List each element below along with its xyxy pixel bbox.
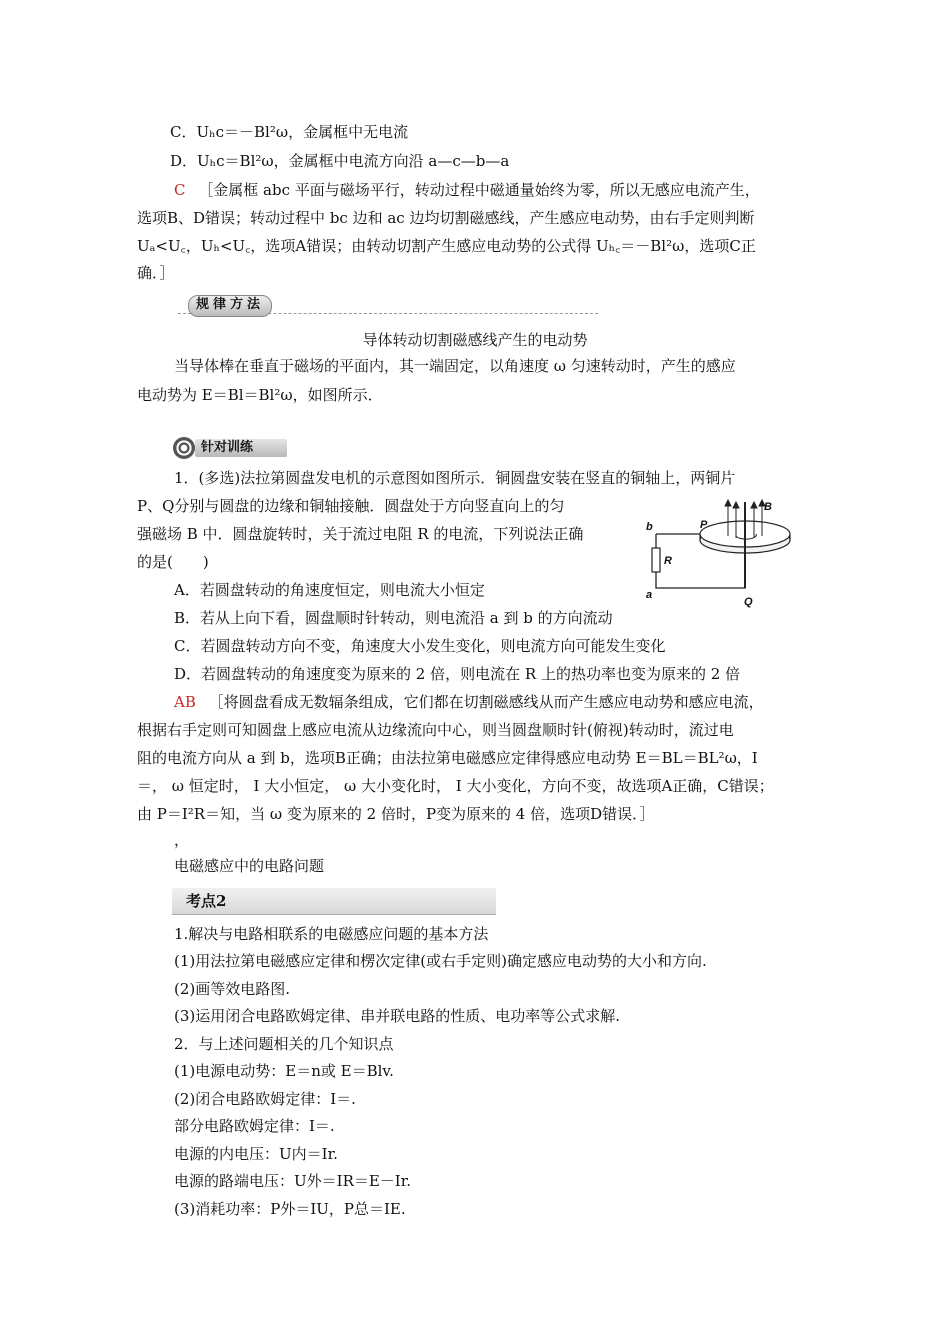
section2-heading-2: 2．与上述问题相关的几个知识点 <box>174 1035 394 1053</box>
practice-banner <box>173 437 293 459</box>
knowledge-5: 电源的路端电压：U外＝IR＝E－Ir. <box>174 1172 412 1190</box>
label-r: R <box>664 555 672 567</box>
method-paragraph-2: 电动势为 E＝Bl＝Bl²ω，如图所示． <box>137 386 383 404</box>
answer-letter: C <box>174 181 186 199</box>
knowledge-1: (1)电源电动势：E＝n或 E＝Blv. <box>174 1062 394 1080</box>
explanation2-line-3: 阻的电流方向从 a 到 b，选项B正确；由法拉第电磁感应定律得感应电动势 E＝BL＝BL²ω，I <box>137 749 758 767</box>
option-c2: C．若圆盘转动方向不变，角速度大小发生变化，则电流方向可能发生变化 <box>174 637 666 655</box>
question-1-line-3: 强磁场 B 中．圆盘旋转时，关于流过电阻 R 的电流，下列说法正确 <box>137 525 584 543</box>
option-c: C．Uₕᴄ＝－Bl²ω，金属框中无电流 <box>170 123 409 141</box>
explanation2-line-2: 根据右手定则可知圆盘上感应电流从边缘流向中心，则当圆盘顺时针(俯视)转动时，流过电 <box>137 721 734 739</box>
section2-badge: 考点2 <box>186 892 227 910</box>
option-b: B．若从上向下看，圆盘顺时针转动，则电流沿 a 到 b 的方向流动 <box>174 609 613 627</box>
stray-comma: ， <box>174 831 190 849</box>
faraday-disk-figure <box>640 492 810 612</box>
knowledge-6: (3)消耗功率：P外＝IU，P总＝IE. <box>174 1200 406 1218</box>
method-title: 导体转动切割磁感线产生的电动势 <box>362 331 588 349</box>
explanation2-text: ［将圆盘看成无数辐条组成，它们都在切割磁感线从而产生感应电动势和感应电流， <box>208 693 764 711</box>
explanation2-line-5: 由 P＝I²R＝知，当 ω 变为原来的 2 倍时，P变为原来的 4 倍，选项D错误．］ <box>137 805 655 823</box>
option-d: D．Uₕᴄ＝Bl²ω，金属框中电流方向沿 a—c—b—a <box>170 152 510 170</box>
explanation2-line-4: ＝， ω 恒定时， I 大小恒定， ω 大小变化时， I 大小变化，方向不变，故选项A正确，C错误； <box>137 777 774 795</box>
explanation-line-3: Uₐ<U꜀，Uₕ<U꜀，选项A错误；由转动切割产生感应电动势的公式得 Uₕ꜀＝－Bl²ω，选项C正 <box>137 237 756 255</box>
method-badge: 规律方法 <box>196 297 265 312</box>
label-p: P <box>700 519 708 531</box>
section2-step-2: (2)画等效电路图. <box>174 980 291 998</box>
option-a: A．若圆盘转动的角速度恒定，则电流大小恒定 <box>174 581 485 599</box>
section2-heading-1: 1.解决与电路相联系的电磁感应问题的基本方法 <box>174 925 489 943</box>
explanation-text: ［金属框 abc 平面与磁场平行，转动过程中磁通量始终为零，所以无感应电流产生， <box>198 181 760 199</box>
label-b: b <box>646 521 653 533</box>
section2-header-bar <box>172 888 496 915</box>
resistor <box>652 548 660 572</box>
explanation2-line-1 <box>174 692 764 712</box>
knowledge-3: 部分电路欧姆定律：I＝. <box>174 1117 335 1135</box>
section2-step-1: (1)用法拉第电磁感应定律和楞次定律(或右手定则)确定感应电动势的大小和方向. <box>174 952 707 970</box>
explanation-line-1 <box>174 180 760 200</box>
option-d2: D．若圆盘转动的角速度变为原来的 2 倍，则电流在 R 上的热功率也变为原来的 2 倍 <box>174 665 741 683</box>
label-q: Q <box>744 596 753 608</box>
method-banner <box>178 295 598 317</box>
question-1-line-4: 的是( ) <box>137 553 209 571</box>
question-1-line-2: P、Q分别与圆盘的边缘和铜轴接触．圆盘处于方向竖直向上的匀 <box>137 497 565 515</box>
section2-title: 电磁感应中的电路问题 <box>174 857 325 875</box>
knowledge-2: (2)闭合电路欧姆定律：I＝. <box>174 1090 356 1108</box>
question-1-line-1: 1．(多选)法拉第圆盘发电机的示意图如图所示．铜圆盘安装在竖直的铜轴上，两铜片 <box>174 469 736 487</box>
method-paragraph-1: 当导体棒在垂直于磁场的平面内，其一端固定，以角速度 ω 匀速转动时，产生的感应 <box>174 357 736 375</box>
practice-badge: 针对训练 <box>201 440 254 455</box>
knowledge-4: 电源的内电压：U内＝Ir. <box>174 1145 338 1163</box>
explanation-line-2: 选项B、D错误；转动过程中 bc 边和 ac 边均切割磁感线，产生感应电动势，由右手定则判断 <box>137 209 755 227</box>
label-a: a <box>646 589 653 601</box>
explanation-line-4: 确．］ <box>137 264 175 282</box>
label-field-b: B <box>764 501 772 513</box>
section2-step-3: (3)运用闭合电路欧姆定律、串并联电路的性质、电功率等公式求解. <box>174 1007 621 1025</box>
target-icon <box>173 437 195 459</box>
answer-letters: AB <box>174 693 196 711</box>
